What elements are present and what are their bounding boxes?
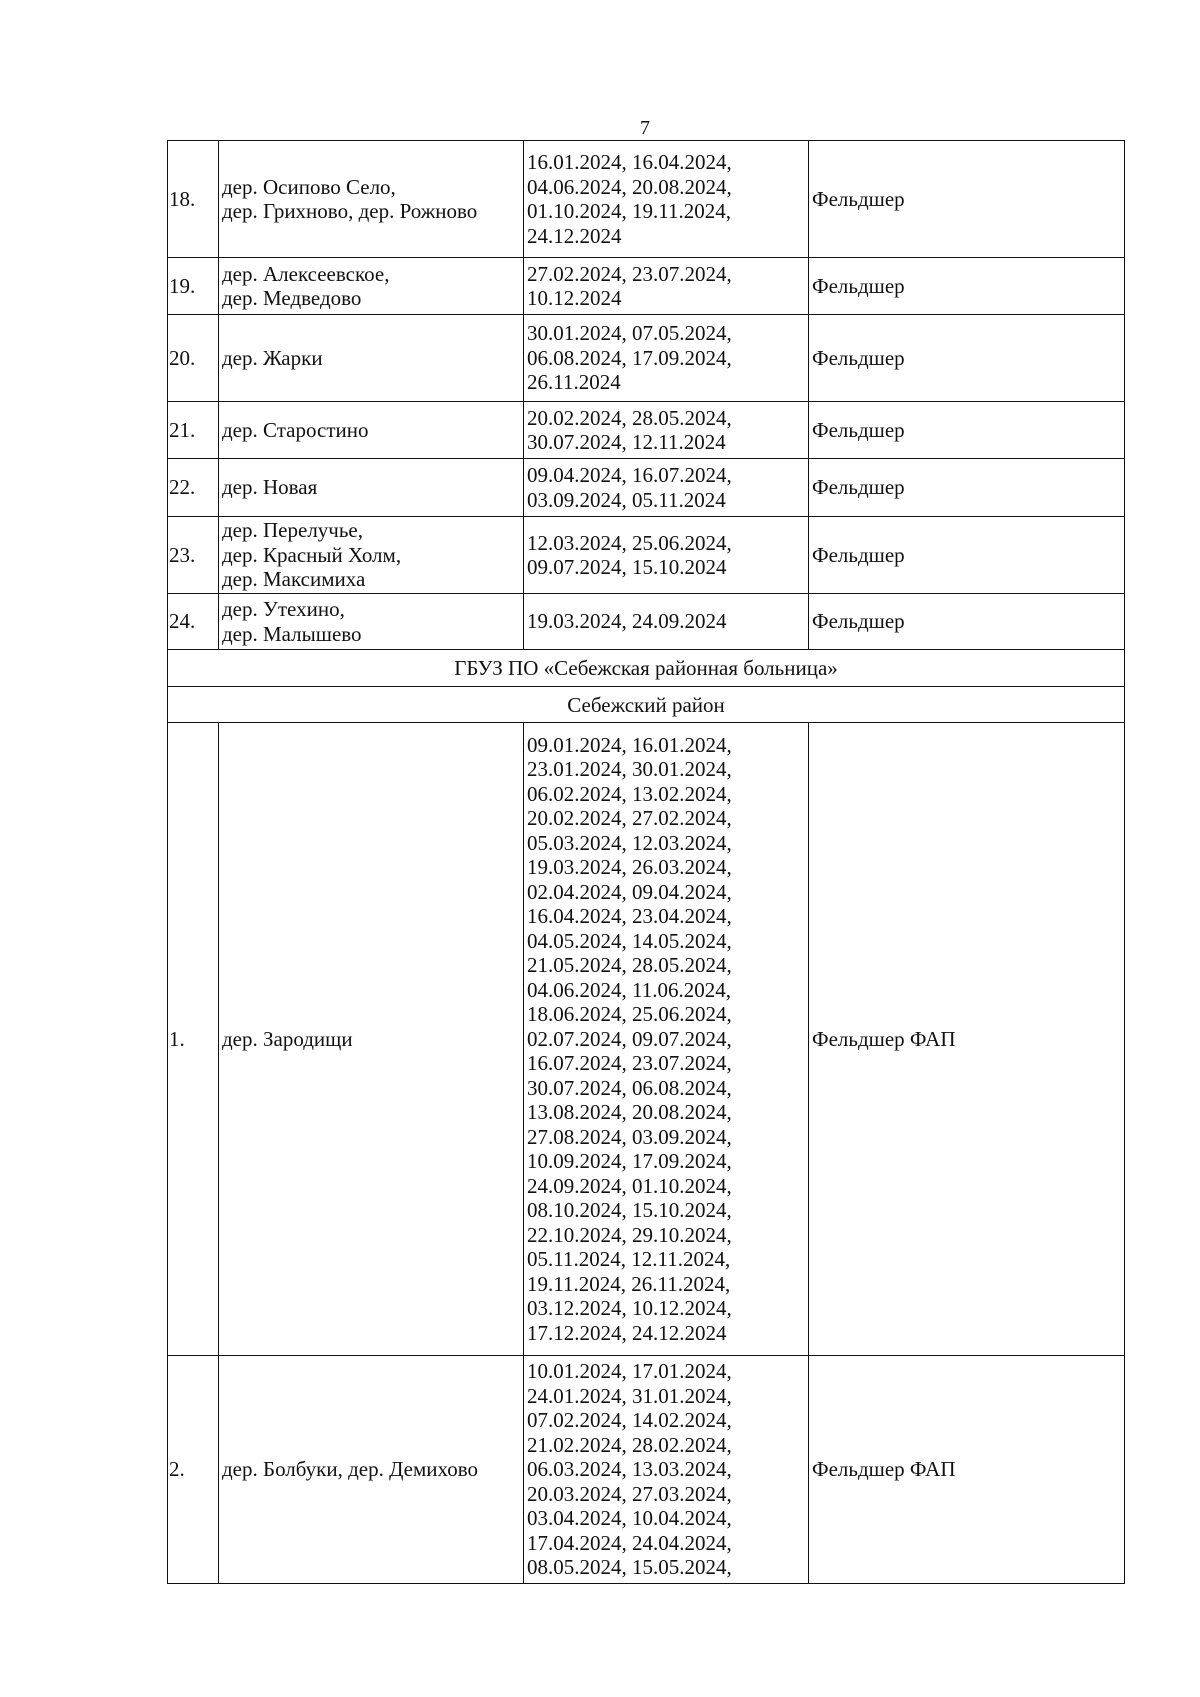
dates-line: 09.04.2024, 16.07.2024,	[527, 463, 732, 487]
dates-line: 06.08.2024, 17.09.2024,	[527, 345, 732, 370]
dates-line: 13.08.2024, 20.08.2024,	[527, 1100, 732, 1125]
dates-cell	[524, 723, 809, 1356]
page-number: 7	[640, 117, 650, 139]
dates-line: 05.03.2024, 12.03.2024,	[527, 830, 732, 855]
row-number: 23.	[168, 517, 219, 594]
place-cell	[219, 723, 524, 1356]
dates-line: 01.10.2024, 19.11.2024,	[527, 199, 731, 223]
table-row	[168, 594, 1125, 650]
dates-line: 20.02.2024, 28.05.2024,	[527, 405, 732, 430]
dates-line: 24.01.2024, 31.01.2024,	[527, 1383, 732, 1408]
dates-line: 16.07.2024, 23.07.2024,	[527, 1051, 732, 1076]
dates-line: 08.10.2024, 15.10.2024,	[527, 1198, 732, 1223]
staff-cell: Фельдшер	[809, 517, 1125, 594]
place-line: дер. Осипово Село,	[222, 174, 396, 199]
place-line: дер. Зародищи	[222, 1026, 353, 1051]
dates-line: 09.07.2024, 15.10.2024	[527, 555, 727, 579]
dates-line: 27.08.2024, 03.09.2024,	[527, 1124, 732, 1149]
dates-line: 19.11.2024, 26.11.2024,	[527, 1271, 731, 1296]
dates-cell	[524, 402, 809, 459]
place-cell	[219, 517, 524, 594]
district-heading: Себежский район	[168, 687, 1125, 723]
place-line: дер. Грихново, дер. Рожново	[222, 199, 478, 223]
row-number: 19.	[168, 258, 219, 315]
place-cell	[219, 459, 524, 517]
staff-cell: Фельдшер	[809, 315, 1125, 402]
table-row	[168, 1356, 1125, 1584]
dates-line: 02.07.2024, 09.07.2024,	[527, 1026, 732, 1051]
place-cell	[219, 1356, 524, 1584]
dates-line: 02.04.2024, 09.04.2024,	[527, 879, 732, 904]
dates-line: 08.05.2024, 15.05.2024,	[527, 1555, 732, 1580]
dates-cell	[524, 459, 809, 517]
table-row	[168, 402, 1125, 459]
dates-line: 10.01.2024, 17.01.2024,	[527, 1359, 732, 1384]
place-line: дер. Перелучье,	[222, 518, 364, 543]
table-row	[168, 517, 1125, 594]
row-number: 21.	[168, 402, 219, 459]
row-number: 1.	[168, 723, 219, 1356]
place-line: дер. Медведово	[222, 286, 362, 310]
section-row	[168, 650, 1125, 687]
dates-line: 05.11.2024, 12.11.2024,	[527, 1247, 731, 1272]
row-number: 20.	[168, 315, 219, 402]
table-row	[168, 141, 1125, 258]
dates-line: 17.04.2024, 24.04.2024,	[527, 1530, 732, 1555]
dates-line: 30.07.2024, 06.08.2024,	[527, 1075, 732, 1100]
dates-line: 04.06.2024, 20.08.2024,	[527, 174, 732, 199]
place-cell	[219, 594, 524, 650]
dates-cell	[524, 258, 809, 315]
dates-line: 30.01.2024, 07.05.2024,	[527, 321, 732, 346]
staff-cell: Фельдшер	[809, 141, 1125, 258]
row-number: 18.	[168, 141, 219, 258]
dates-line: 18.06.2024, 25.06.2024,	[527, 1002, 732, 1027]
row-number: 24.	[168, 594, 219, 650]
place-line: дер. Малышево	[222, 621, 362, 646]
table-row	[168, 258, 1125, 315]
dates-cell	[524, 594, 809, 650]
dates-cell	[524, 517, 809, 594]
dates-line: 06.02.2024, 13.02.2024,	[527, 781, 732, 806]
dates-line: 19.03.2024, 26.03.2024,	[527, 855, 732, 880]
table-row	[168, 723, 1125, 1356]
dates-line: 16.01.2024, 16.04.2024,	[527, 150, 732, 174]
dates-line: 26.11.2024	[527, 370, 621, 395]
staff-cell: Фельдшер	[809, 594, 1125, 650]
place-line: дер. Болбуки, дер. Демихово	[222, 1457, 478, 1482]
dates-line: 12.03.2024, 25.06.2024,	[527, 530, 732, 555]
table-row	[168, 315, 1125, 402]
dates-cell	[524, 1356, 809, 1584]
dates-line: 06.03.2024, 13.03.2024,	[527, 1457, 732, 1482]
table-row	[168, 459, 1125, 517]
place-cell	[219, 315, 524, 402]
dates-line: 04.06.2024, 11.06.2024,	[527, 977, 731, 1002]
dates-line: 24.09.2024, 01.10.2024,	[527, 1173, 732, 1198]
place-cell	[219, 402, 524, 459]
dates-line: 03.04.2024, 10.04.2024,	[527, 1506, 732, 1531]
dates-line: 03.09.2024, 05.11.2024	[527, 487, 726, 512]
row-number: 22.	[168, 459, 219, 517]
dates-line: 19.03.2024, 24.09.2024	[527, 609, 727, 634]
dates-line: 16.04.2024, 23.04.2024,	[527, 904, 732, 929]
dates-line: 10.12.2024	[527, 286, 622, 310]
place-line: дер. Жарки	[222, 345, 323, 370]
staff-cell: Фельдшер	[809, 258, 1125, 315]
dates-cell	[524, 315, 809, 402]
staff-cell: Фельдшер	[809, 402, 1125, 459]
schedule-table	[167, 140, 1125, 1584]
place-line: дер. Утехино,	[222, 597, 345, 621]
dates-line: 03.12.2024, 10.12.2024,	[527, 1296, 732, 1321]
dates-line: 24.12.2024	[527, 223, 622, 248]
hospital-heading: ГБУЗ ПО «Себежская районная больница»	[168, 650, 1125, 687]
dates-line: 04.05.2024, 14.05.2024,	[527, 928, 732, 953]
place-cell	[219, 141, 524, 258]
staff-cell: Фельдшер	[809, 459, 1125, 517]
dates-line: 20.03.2024, 27.03.2024,	[527, 1481, 732, 1506]
place-line: дер. Красный Холм,	[222, 542, 402, 567]
dates-line: 09.01.2024, 16.01.2024,	[527, 732, 732, 757]
dates-line: 23.01.2024, 30.01.2024,	[527, 757, 732, 782]
dates-line: 27.02.2024, 23.07.2024,	[527, 261, 732, 286]
place-cell	[219, 258, 524, 315]
staff-cell: Фельдшер ФАП	[809, 723, 1125, 1356]
dates-line: 22.10.2024, 29.10.2024,	[527, 1222, 732, 1247]
dates-line: 21.05.2024, 28.05.2024,	[527, 953, 732, 978]
dates-cell	[524, 141, 809, 258]
place-line: дер. Старостино	[222, 417, 369, 442]
staff-cell: Фельдшер ФАП	[809, 1356, 1125, 1584]
place-line: дер. Новая	[222, 475, 318, 500]
place-line: дер. Алексеевское,	[222, 261, 390, 286]
place-line: дер. Максимиха	[222, 567, 366, 592]
row-number: 2.	[168, 1356, 219, 1584]
dates-line: 10.09.2024, 17.09.2024,	[527, 1149, 732, 1174]
dates-line: 20.02.2024, 27.02.2024,	[527, 806, 732, 831]
dates-line: 07.02.2024, 14.02.2024,	[527, 1408, 732, 1433]
section-row	[168, 687, 1125, 723]
dates-line: 17.12.2024, 24.12.2024	[527, 1320, 727, 1345]
dates-line: 21.02.2024, 28.02.2024,	[527, 1432, 732, 1457]
dates-line: 30.07.2024, 12.11.2024	[527, 430, 726, 454]
